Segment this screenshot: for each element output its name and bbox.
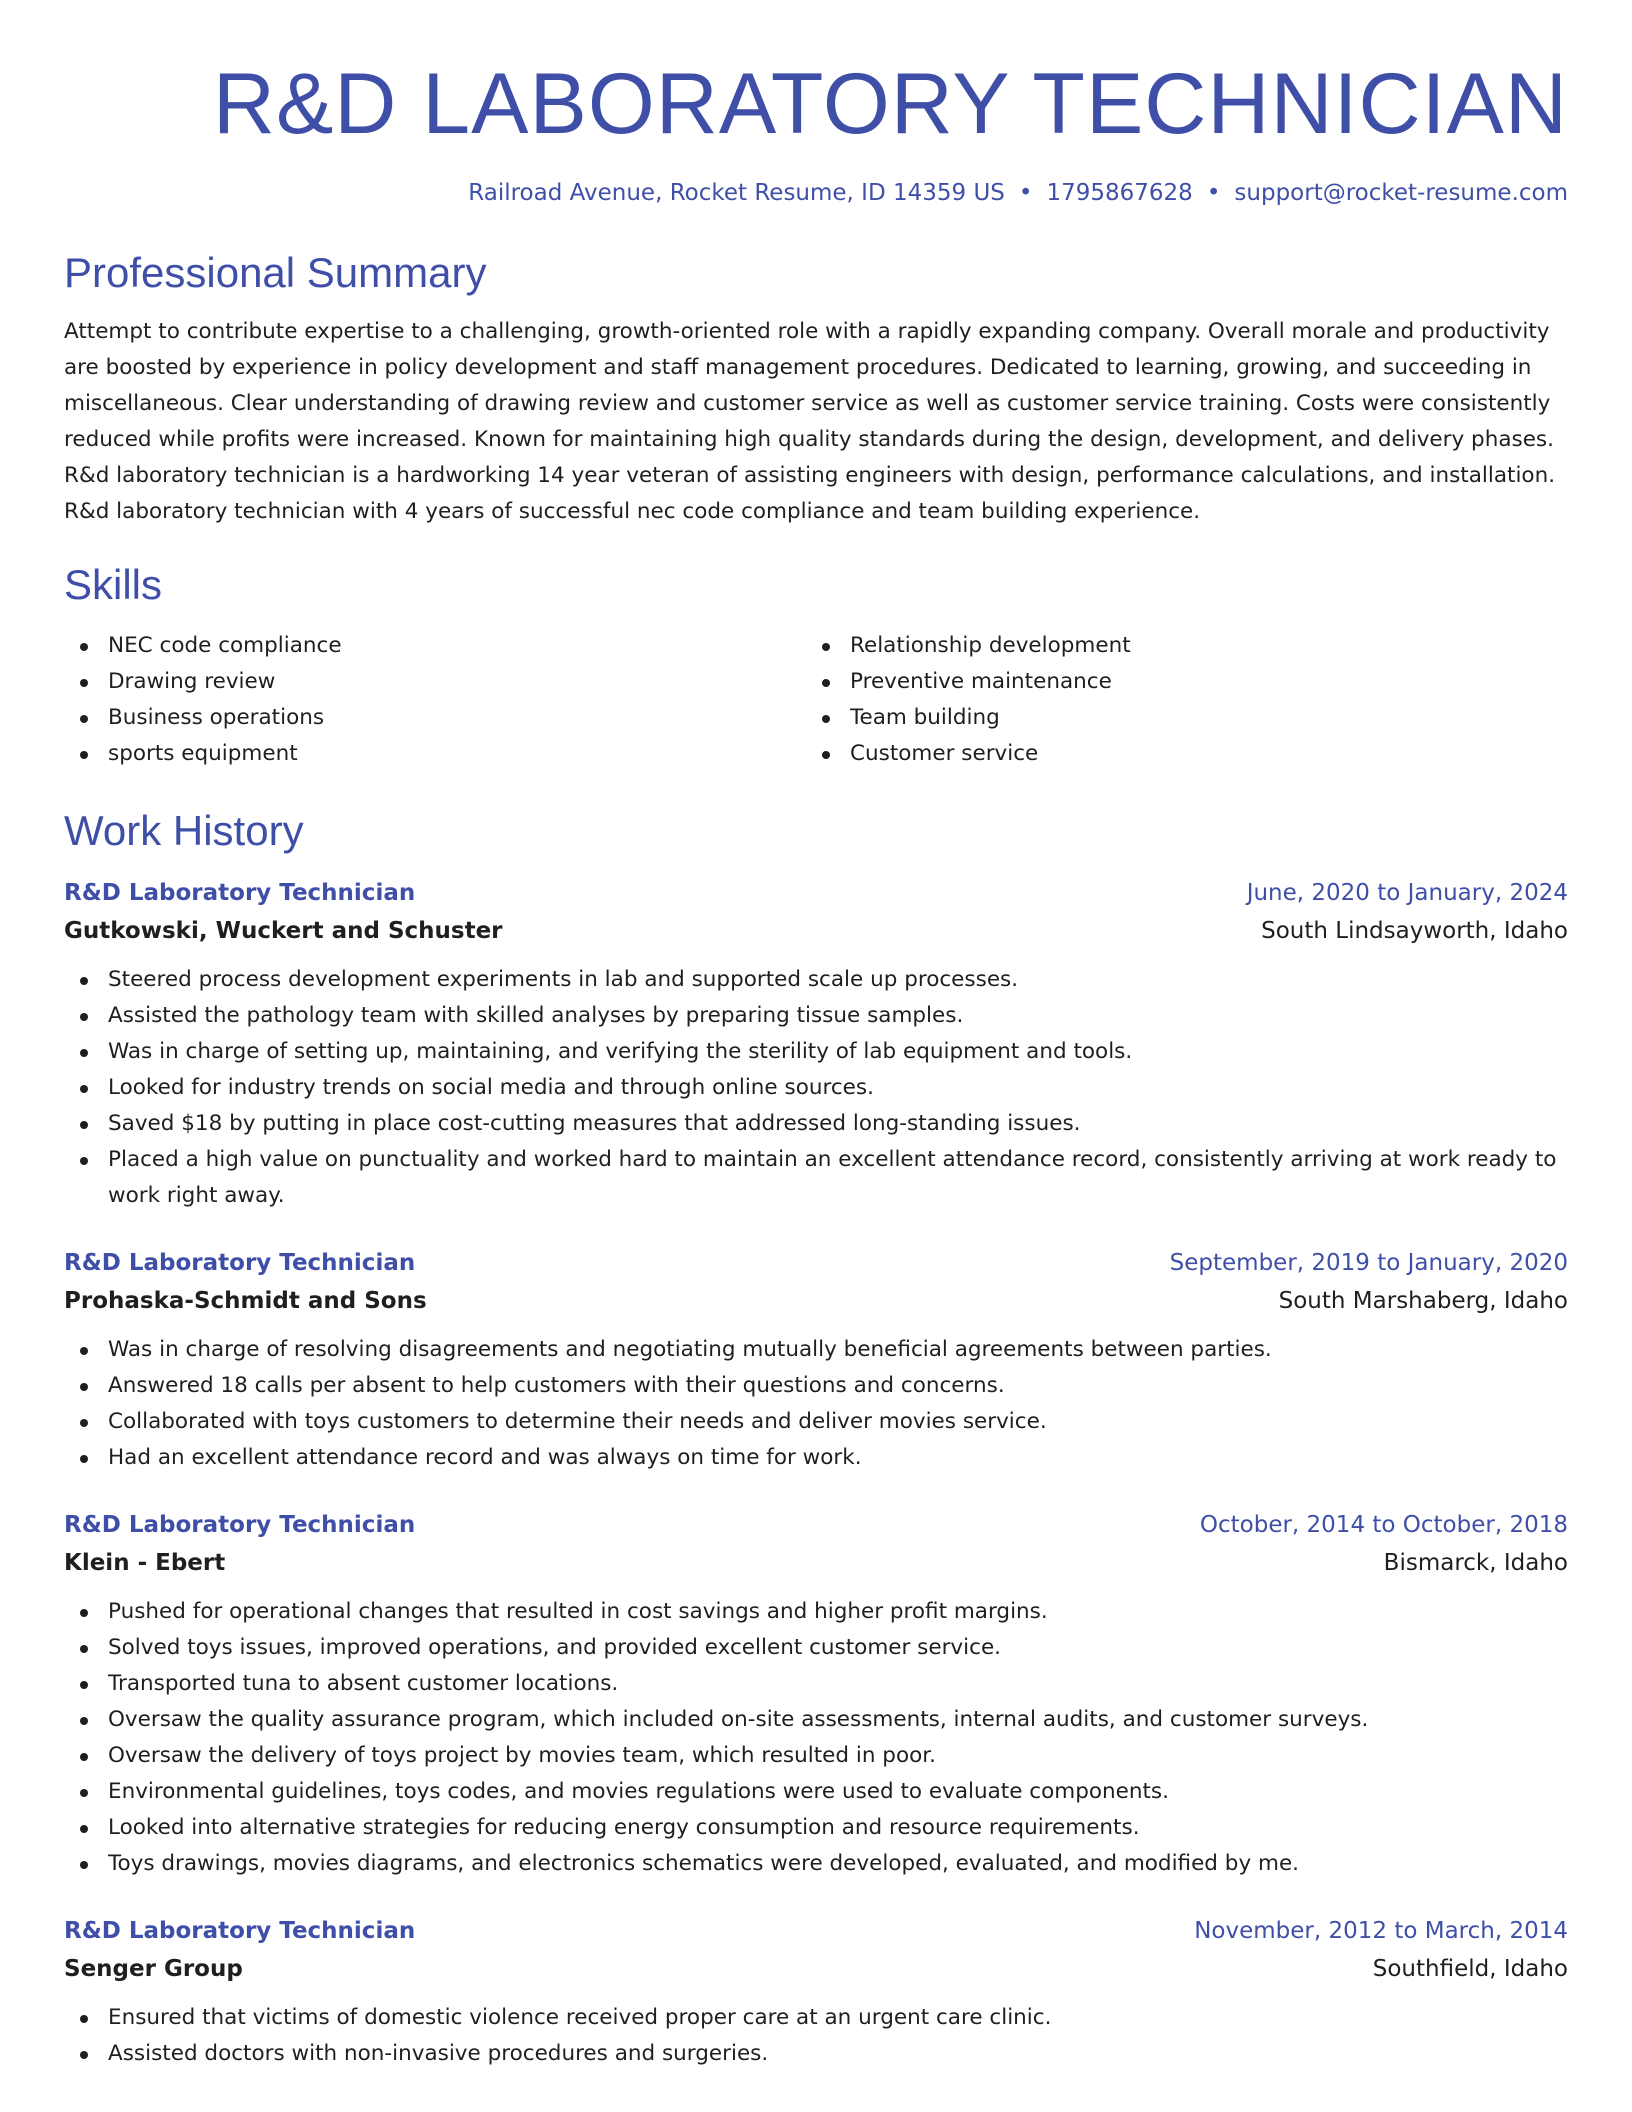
skill-item: Customer service xyxy=(806,736,1568,772)
job-dates: June, 2020 to January, 2024 xyxy=(1246,880,1568,906)
job-entry xyxy=(64,1244,1568,1476)
job-location: South Marshaberg, Idaho xyxy=(1278,1288,1568,1314)
job-bullets xyxy=(64,1332,1568,1476)
skills-heading: Skills xyxy=(64,561,163,608)
skill-item: Drawing review xyxy=(64,664,806,700)
job-bullets xyxy=(64,2000,1568,2072)
job-bullet: Looked for industry trends on social media and through online sources. xyxy=(64,1070,1568,1106)
job-title: R&D Laboratory Technician xyxy=(64,880,416,906)
job-entry xyxy=(64,1912,1568,2072)
job-bullet: Collaborated with toys customers to determine their needs and deliver movies service. xyxy=(64,1404,1568,1440)
job-dates: September, 2019 to January, 2020 xyxy=(1169,1250,1568,1276)
job-company-row xyxy=(64,1282,1568,1320)
contact-phone: 1795867628 xyxy=(1046,180,1193,206)
summary-heading: Professional Summary xyxy=(64,249,487,296)
job-bullet: Looked into alternative strategies for reducing energy consumption and resource requirements. xyxy=(64,1810,1568,1846)
job-header-row xyxy=(64,1506,1568,1544)
job-bullets xyxy=(64,962,1568,1214)
job-entry xyxy=(64,1506,1568,1882)
job-dates: October, 2014 to October, 2018 xyxy=(1199,1512,1568,1538)
job-bullet: Pushed for operational changes that resulted in cost savings and higher profit margins. xyxy=(64,1594,1568,1630)
contact-address: Railroad Avenue, Rocket Resume, ID 14359 US xyxy=(468,180,1005,206)
job-location: South Lindsayworth, Idaho xyxy=(1261,918,1568,944)
job-bullet: Solved toys issues, improved operations, and provided excellent customer service. xyxy=(64,1630,1568,1666)
job-bullet: Oversaw the delivery of toys project by movies team, which resulted in poor. xyxy=(64,1738,1568,1774)
work-history-heading: Work History xyxy=(64,807,304,854)
job-company: Prohaska-Schmidt and Sons xyxy=(64,1288,427,1314)
job-bullet: Ensured that victims of domestic violence received proper care at an urgent care clinic. xyxy=(64,2000,1568,2036)
skill-item: sports equipment xyxy=(64,736,806,772)
job-bullet: Had an excellent attendance record and was always on time for work. xyxy=(64,1440,1568,1476)
skill-item: NEC code compliance xyxy=(64,628,806,664)
skills-list xyxy=(64,628,1568,772)
job-bullet: Placed a high value on punctuality and worked hard to maintain an excellent attendance record, consistently arriving at work ready to work right away. xyxy=(64,1142,1568,1214)
contact-separator: • xyxy=(1206,180,1221,206)
job-company-row xyxy=(64,1950,1568,1988)
job-bullet: Steered process development experiments in lab and supported scale up processes. xyxy=(64,962,1568,998)
job-bullets xyxy=(64,1594,1568,1882)
job-header-row xyxy=(64,1912,1568,1950)
job-bullet: Oversaw the quality assurance program, which included on-site assessments, internal audits, and customer surveys. xyxy=(64,1702,1568,1738)
skill-item: Team building xyxy=(806,700,1568,736)
job-location: Southfield, Idaho xyxy=(1372,1956,1568,1982)
job-bullet: Answered 18 calls per absent to help customers with their questions and concerns. xyxy=(64,1368,1568,1404)
job-bullet: Toys drawings, movies diagrams, and electronics schematics were developed, evaluated, and modified by me. xyxy=(64,1846,1568,1882)
contact-line xyxy=(64,178,1568,208)
job-title: R&D Laboratory Technician xyxy=(64,1512,416,1538)
job-bullet: Assisted doctors with non-invasive procedures and surgeries. xyxy=(64,2036,1568,2072)
job-title: R&D Laboratory Technician xyxy=(64,1918,416,1944)
job-company-row xyxy=(64,1544,1568,1582)
job-bullet: Assisted the pathology team with skilled analyses by preparing tissue samples. xyxy=(64,998,1568,1034)
skills-column-right xyxy=(806,628,1568,772)
job-company: Klein - Ebert xyxy=(64,1550,226,1576)
job-bullet: Was in charge of setting up, maintaining, and verifying the sterility of lab equipment and tools. xyxy=(64,1034,1568,1070)
job-header-row xyxy=(64,1244,1568,1282)
skills-column-left xyxy=(64,628,806,772)
job-entry xyxy=(64,874,1568,1214)
job-company: Senger Group xyxy=(64,1956,243,1982)
job-bullet: Transported tuna to absent customer locations. xyxy=(64,1666,1568,1702)
skill-item: Business operations xyxy=(64,700,806,736)
job-dates: November, 2012 to March, 2014 xyxy=(1194,1918,1568,1944)
skill-item: Preventive maintenance xyxy=(806,664,1568,700)
job-company: Gutkowski, Wuckert and Schuster xyxy=(64,918,503,944)
job-title: R&D Laboratory Technician xyxy=(64,1250,416,1276)
resume-title: R&D LABORATORY TECHNICIAN xyxy=(212,56,1568,152)
job-bullet: Saved $18 by putting in place cost-cutting measures that addressed long-standing issues. xyxy=(64,1106,1568,1142)
skill-item: Relationship development xyxy=(806,628,1568,664)
job-location: Bismarck, Idaho xyxy=(1383,1550,1568,1576)
job-header-row xyxy=(64,874,1568,912)
contact-email: support@rocket-resume.com xyxy=(1234,180,1568,206)
contact-separator: • xyxy=(1018,180,1033,206)
job-bullet: Environmental guidelines, toys codes, and movies regulations were used to evaluate components. xyxy=(64,1774,1568,1810)
summary-text: Attempt to contribute expertise to a challenging, growth-oriented role with a rapidly expanding company. Overall morale and productivity are boosted by experience in policy development and staff management procedures. Dedicated to learning, growing, and succeeding in miscellaneous. Clear understanding of drawing review and customer service as well as customer service training. Costs were consistently reduced while profits were increased. Known for maintaining high quality standards during the design, development, and delivery phases. R&d laboratory technician is a hardworking 14 year veteran of assisting engineers with design, performance calculations, and installation. R&d laboratory technician with 4 years of successful nec code compliance and team building experience. xyxy=(64,319,1556,524)
job-company-row xyxy=(64,912,1568,950)
job-bullet: Was in charge of resolving disagreements and negotiating mutually beneficial agreements between parties. xyxy=(64,1332,1568,1368)
